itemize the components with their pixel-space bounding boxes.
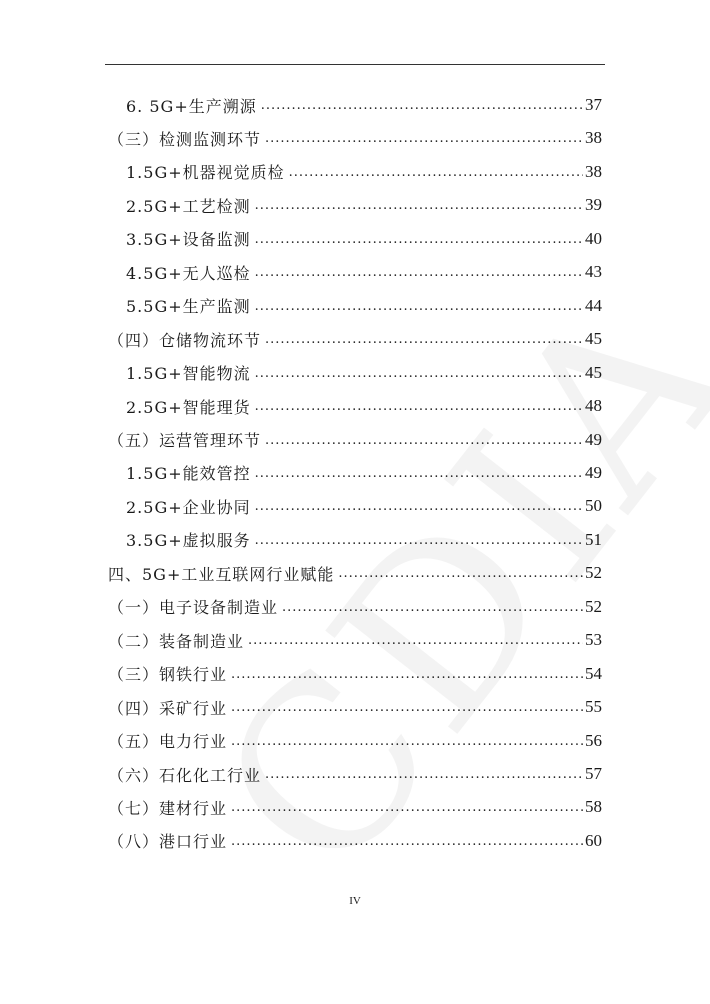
toc-entry-title: （一）电子设备制造业	[108, 598, 279, 618]
toc-entry[interactable]	[108, 659, 602, 689]
toc-entry-page-number: 39	[585, 195, 602, 215]
toc-entry-page-number: 43	[585, 262, 602, 282]
toc-dot-leader	[265, 135, 583, 149]
toc-entry[interactable]	[126, 157, 602, 187]
toc-entry[interactable]	[108, 123, 602, 153]
toc-entry-page-number: 38	[585, 161, 602, 181]
toc-entry[interactable]	[126, 291, 602, 321]
toc-dot-leader	[231, 671, 583, 685]
toc-entry-page-number: 50	[585, 496, 602, 516]
toc-dot-leader	[231, 838, 583, 852]
toc-entry-page-number: 38	[585, 128, 602, 148]
toc-entry-title: （八）港口行业	[108, 832, 228, 852]
toc-entry-title: 6. 5G+生产溯源	[126, 96, 257, 116]
toc-dot-leader	[255, 370, 583, 384]
toc-entry-title: 2.5G+智能理货	[126, 397, 251, 417]
toc-entry-page-number: 51	[585, 529, 602, 549]
toc-entry-title: 5.5G+生产监测	[126, 297, 251, 317]
toc-dot-leader	[255, 537, 583, 551]
toc-entry-title: 3.5G+虚拟服务	[126, 531, 251, 551]
toc-entry-title: （二）装备制造业	[108, 631, 245, 651]
toc-entry-title: （五）运营管理环节	[108, 431, 262, 450]
toc-entry[interactable]	[126, 525, 602, 555]
toc-dot-leader	[255, 269, 583, 283]
toc-entry-title: 1.5G+机器视觉质检	[126, 163, 285, 183]
toc-dot-leader	[255, 403, 583, 417]
toc-dot-leader	[255, 470, 583, 484]
toc-entry-page-number: 45	[585, 362, 602, 382]
toc-entry[interactable]	[108, 759, 602, 789]
toc-entry[interactable]	[108, 324, 602, 354]
toc-dot-leader	[255, 236, 583, 250]
toc-dot-leader	[289, 169, 583, 183]
toc-entry[interactable]	[108, 425, 602, 455]
toc-entry[interactable]	[108, 826, 602, 856]
toc-entry-page-number: 52	[585, 596, 602, 616]
toc-dot-leader	[248, 637, 583, 651]
toc-entry-title: （七）建材行业	[108, 798, 228, 818]
toc-dot-leader	[338, 570, 583, 584]
toc-entry-title: 2.5G+企业协同	[126, 497, 251, 517]
toc-entry-page-number: 49	[585, 429, 602, 449]
toc-entry[interactable]	[126, 491, 602, 521]
toc-entry-page-number: 52	[585, 563, 602, 583]
toc-entry-title: （三）钢铁行业	[108, 665, 228, 685]
toc-entry-title: （三）检测监测环节	[108, 129, 262, 149]
toc-entry[interactable]	[126, 257, 602, 287]
toc-entry-title: 4.5G+无人巡检	[126, 263, 251, 283]
toc-entry[interactable]	[108, 592, 602, 622]
header-rule	[105, 64, 605, 65]
toc-dot-leader	[265, 336, 583, 350]
toc-entry-page-number: 58	[585, 797, 602, 817]
toc-entry[interactable]	[126, 458, 602, 488]
toc-entry-title: （四）仓储物流环节	[108, 330, 262, 350]
toc-entry-title: （四）采矿行业	[108, 698, 228, 718]
toc-entry[interactable]	[126, 358, 602, 388]
toc-entry-page-number: 45	[585, 329, 602, 349]
toc-entry-page-number: 54	[585, 663, 602, 683]
toc-entry-page-number: 55	[585, 697, 602, 717]
toc-entry-title: 四、5G+工业互联网行业赋能	[108, 564, 335, 584]
toc-entry[interactable]	[126, 90, 602, 120]
toc-entry-page-number: 57	[585, 764, 602, 783]
toc-dot-leader	[255, 202, 583, 216]
toc-dot-leader	[231, 738, 583, 752]
toc-entry[interactable]	[108, 792, 602, 822]
toc-dot-leader	[231, 804, 583, 818]
toc-entry-title: 1.5G+能效管控	[126, 464, 251, 484]
toc-dot-leader	[265, 771, 583, 785]
toc-dot-leader	[231, 704, 583, 718]
toc-entry-page-number: 49	[585, 462, 602, 482]
toc-entry-page-number: 40	[585, 228, 602, 248]
toc-dot-leader	[261, 102, 583, 116]
toc-entry-title: 2.5G+工艺检测	[126, 196, 251, 216]
toc-entry[interactable]	[108, 726, 602, 756]
toc-entry-title: 3.5G+设备监测	[126, 230, 251, 250]
toc-entry-title: （六）石化化工行业	[108, 765, 262, 785]
toc-entry[interactable]	[126, 190, 602, 220]
toc-entry-page-number: 56	[585, 730, 602, 750]
toc-dot-leader	[282, 604, 583, 618]
toc-dot-leader	[255, 303, 583, 317]
toc-entry-title: 1.5G+智能物流	[126, 364, 251, 384]
toc-entry[interactable]	[108, 558, 602, 588]
toc-entry-title: （五）电力行业	[108, 732, 228, 752]
toc-entry-page-number: 53	[585, 630, 602, 650]
toc-entry[interactable]	[108, 625, 602, 655]
page-number: IV	[349, 895, 361, 907]
toc-entry[interactable]	[126, 224, 602, 254]
toc-entry-page-number: 44	[585, 295, 602, 315]
toc-entry[interactable]	[126, 391, 602, 421]
toc-entry-page-number: 60	[585, 830, 602, 850]
toc-entry-page-number: 48	[585, 396, 602, 416]
toc-dot-leader	[265, 437, 583, 451]
toc-dot-leader	[255, 503, 583, 517]
toc-entry[interactable]	[108, 692, 602, 722]
toc-entry-page-number: 37	[585, 95, 602, 114]
